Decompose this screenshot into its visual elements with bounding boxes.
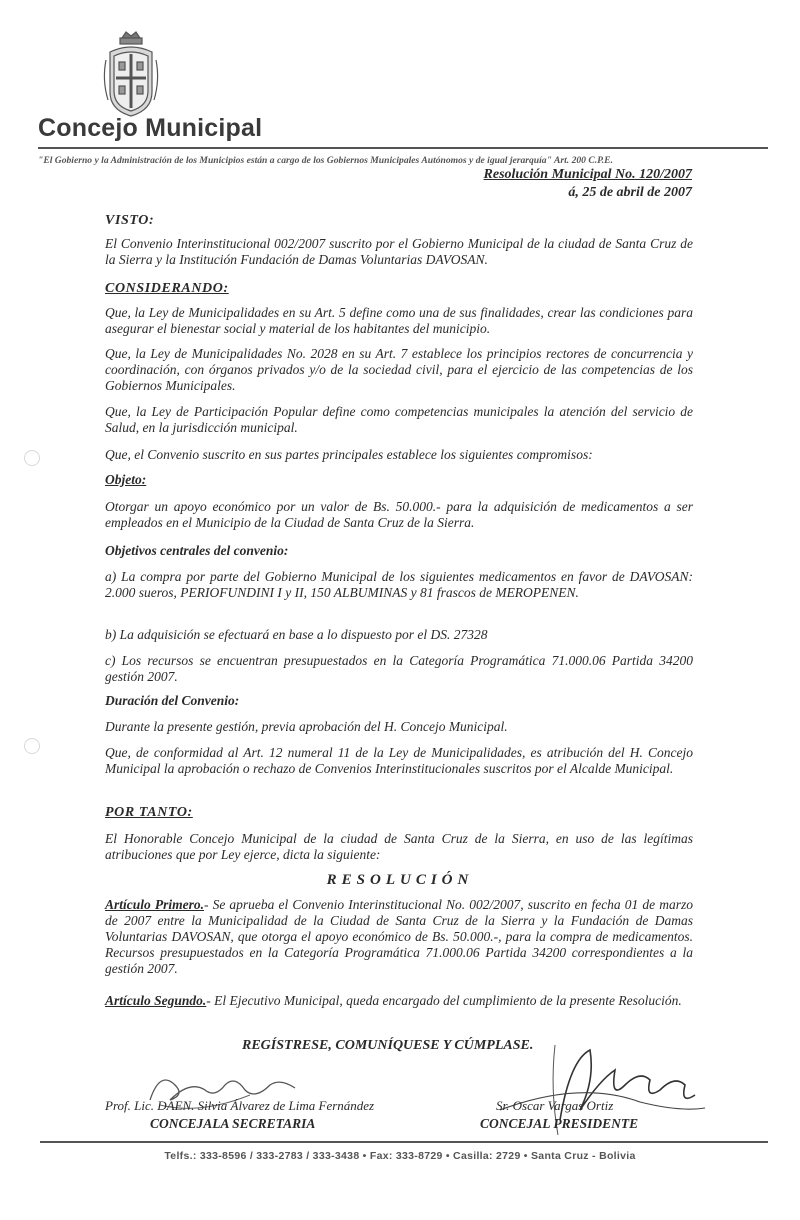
portanto-heading: POR TANTO: <box>105 805 193 820</box>
articulo-primero <box>105 897 693 977</box>
articulo-primero-text: - Se aprueba el Convenio Interinstitucional No. 002/2007, suscrito en fecha 01 de marzo de 2007 entre la Municipalidad de la Ciudad de Santa Cruz de la Sierra y la Fundación de Damas Voluntarias DAVOSAN, que otorga el apoyo económico de Bs. 50.000.-, para la compra de medicamentos. Recursos presupuestados en la Categoría Programática 71.000.06 Partida 34200 correspondientes a la gestión 2007. <box>105 897 693 976</box>
objetivo-a: a) La compra por parte del Gobierno Municipal de los siguientes medicamentos en favor de DAVOSAN: 2.000 sueros, PERIOFUNDINI I y II, 150 ALBUMINAS y 81 frascos de MEROPENEN. <box>105 569 693 600</box>
considerando-paragraph-4: Que, el Convenio suscrito en sus partes principales establece los siguientes compromisos: <box>105 447 593 462</box>
constitutional-motto: "El Gobierno y la Administración de los Municipios están a cargo de los Gobiernos Municipales Autónomos y de igual jerarquía" Art. 200 C.P.E. <box>38 155 613 166</box>
header-divider <box>38 147 768 149</box>
closing-formula: REGÍSTRESE, COMUNÍQUESE Y CÚMPLASE. <box>242 1038 534 1053</box>
secretary-title: CONCEJALA SECRETARIA <box>150 1116 316 1131</box>
municipal-crest-logo <box>100 30 162 120</box>
resolution-number: Resolución Municipal No. 120/2007 <box>483 167 692 182</box>
organization-title: Concejo Municipal <box>38 114 263 142</box>
articulo-segundo-text: - El Ejecutivo Municipal, queda encargado del cumplimiento de la presente Resolución. <box>206 993 682 1008</box>
considerando-paragraph-3: Que, la Ley de Participación Popular define como competencias municipales la atención del servicio de Salud, en la jurisdicción municipal. <box>105 404 693 435</box>
duracion-paragraph-2: Que, de conformidad al Art. 12 numeral 11 de la Ley de Municipalidades, es atribución del H. Concejo Municipal la aprobación o rechazo de Convenios Interinstitucionales suscritos por el Alcalde Municipal. <box>105 745 693 776</box>
objetivo-c: c) Los recursos se encuentran presupuestados en la Categoría Programática 71.000.06 Partida 34200 gestión 2007. <box>105 653 693 684</box>
objetivo-b: b) La adquisición se efectuará en base a lo dispuesto por el DS. 27328 <box>105 627 488 642</box>
president-title: CONCEJAL PRESIDENTE <box>480 1116 639 1131</box>
portanto-text: El Honorable Concejo Municipal de la ciudad de Santa Cruz de la Sierra, en uso de las legítimas atribuciones que por Ley ejerce, dicta la siguiente: <box>105 831 693 862</box>
articulo-segundo <box>105 993 693 1009</box>
footer-contact: Telfs.: 333-8596 / 333-2783 / 333-3438 • Fax: 333-8729 • Casilla: 2729 • Santa Cruz - Bolivia <box>164 1150 636 1162</box>
duracion-heading: Duración del Convenio: <box>105 693 240 708</box>
secretary-name: Prof. Lic. DAEN. Silvia Álvarez de Lima Fernández <box>105 1098 375 1113</box>
objeto-heading: Objeto: <box>105 472 147 487</box>
visto-heading: VISTO: <box>105 213 155 228</box>
objeto-text: Otorgar un apoyo económico por un valor de Bs. 50.000.- para la adquisición de medicamentos a ser empleados en el Municipio de la Ciudad de Santa Cruz de la Sierra. <box>105 499 693 530</box>
footer-divider <box>40 1141 768 1143</box>
objetivos-heading: Objetivos centrales del convenio: <box>105 543 289 558</box>
resolucion-heading: RESOLUCIÓN <box>326 872 474 888</box>
president-name: Sr. Oscar Vargas Ortiz <box>496 1098 614 1113</box>
considerando-paragraph-1: Que, la Ley de Municipalidades en su Art. 5 define como una de sus finalidades, crear las condiciones para asegurar el bienestar social y material de los habitantes del municipio. <box>105 305 693 336</box>
considerando-paragraph-2: Que, la Ley de Municipalidades No. 2028 en su Art. 7 establece los principios rectores de concurrencia y coordinación, con órganos privados y/o de la sociedad civil, para el ejercicio de las competencias de los Gobiernos Municipales. <box>105 346 693 393</box>
considerando-heading: CONSIDERANDO: <box>105 281 229 296</box>
punch-hole <box>24 738 40 754</box>
duracion-paragraph-1: Durante la presente gestión, previa aprobación del H. Concejo Municipal. <box>105 719 508 734</box>
punch-hole <box>24 450 40 466</box>
resolution-date: á, 25 de abril de 2007 <box>568 185 692 200</box>
articulo-primero-label: Artículo Primero. <box>105 897 204 912</box>
visto-text: El Convenio Interinstitucional 002/2007 suscrito por el Gobierno Municipal de la ciudad de Santa Cruz de la Sierra y la Institución Fundación de Damas Voluntarias DAVOSAN. <box>105 236 693 267</box>
articulo-segundo-label: Artículo Segundo. <box>105 993 207 1008</box>
